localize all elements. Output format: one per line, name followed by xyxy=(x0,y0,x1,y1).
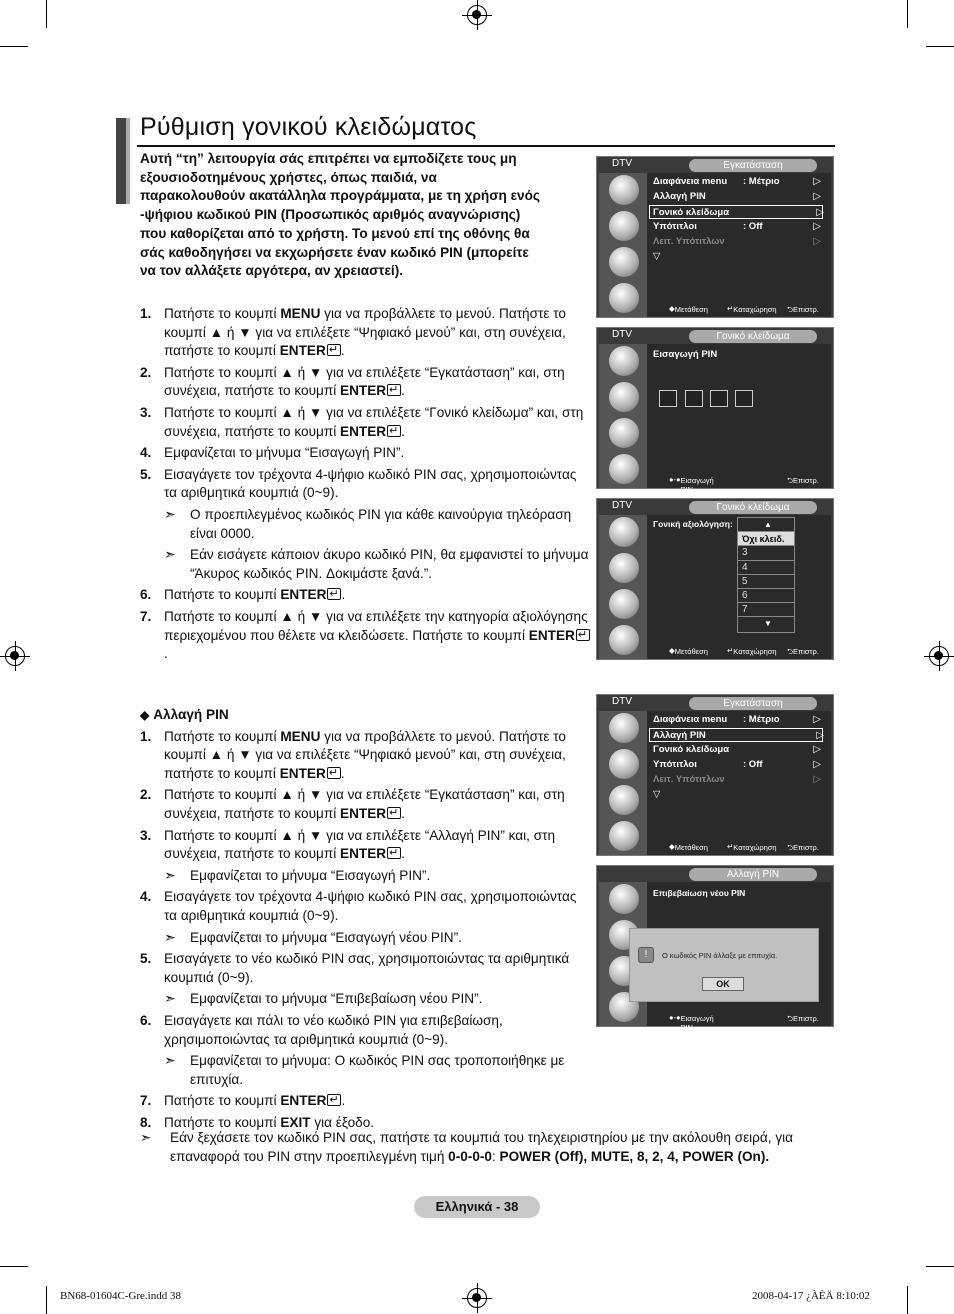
step: 4. Εμφανίζεται το μήνυμα “Εισαγωγή PIN”. xyxy=(140,445,405,461)
osd-row[interactable]: Αλλαγή PIN ▷ xyxy=(653,191,821,202)
osd-nav-bar: ●-● Εισαγωγή PIN ⮌ Επιστρ. xyxy=(669,1013,819,1032)
footer-date: 2008-04-17 ¿ÀÈÄ 8:10:02 xyxy=(752,1290,870,1302)
note: ➣ Ο προεπιλεγμένος κωδικός PIN για κάθε καινούργια τηλεόραση είναι 0000. xyxy=(164,505,572,541)
page-number-badge: Ελληνικά - 38 xyxy=(414,1196,540,1218)
rating-item[interactable]: 4 xyxy=(738,561,794,575)
osd-panel xyxy=(647,344,831,494)
pin-digit-box[interactable] xyxy=(685,390,703,407)
pin-digit-box[interactable] xyxy=(659,390,677,407)
osd-row-selected[interactable]: Αλλαγή PIN ▷ xyxy=(649,728,823,742)
sound-icon xyxy=(609,553,639,583)
osd-header: Εγκατάσταση xyxy=(689,159,817,172)
picture-icon xyxy=(609,346,639,376)
arrow-icon: ➣ xyxy=(164,928,176,945)
osd-nav-bar: ◆ Μετάθεση ↵ Καταχώρηση ⮌ Επιστρ. xyxy=(669,842,819,852)
crop-mark xyxy=(926,1266,954,1267)
osd-dtv-label: DTV xyxy=(612,158,632,169)
osd-header: Αλλαγή PIN xyxy=(689,868,817,881)
enter-icon xyxy=(327,1094,341,1106)
registration-mark-icon xyxy=(929,646,949,666)
osd-parental-rating xyxy=(596,498,834,660)
crop-mark xyxy=(46,1286,47,1314)
rating-item[interactable]: 6 xyxy=(738,589,794,603)
dialog-message: Ο κωδικός PIN άλλαξε με επιτυχία. xyxy=(662,951,778,960)
step: 1. Πατήστε το κουμπί MENU για να προβάλλετε το μενού. Πατήστε το κουμπί ▲ ή ▼ για να επιλέξετε “Ψηφιακό μενού” και, στη συνέχεια, πατήστε το κουμπί ENTER↵ . xyxy=(140,305,590,361)
rating-item[interactable]: 3 xyxy=(738,546,794,560)
setup-icon xyxy=(609,247,639,277)
rating-item-selected[interactable]: Όχι κλειδ. xyxy=(738,532,794,546)
osd-row[interactable]: Διαφάνεια menu : Μέτριο ▷ xyxy=(653,714,821,725)
step: 4. Εισαγάγετε τον τρέχοντα 4-ψήφιο κωδικό PIN σας, χρησιμοποιώντας τα αριθμητικά κουμπιά (0~9). xyxy=(140,889,577,923)
osd-row[interactable]: Λειτ. Υπότιτλων ▷ xyxy=(653,774,821,785)
osd-change-pin xyxy=(596,865,834,1032)
step: 2. Πατήστε το κουμπί ▲ ή ▼ για να επιλέξετε “Εγκατάσταση” και, στη συνέχεια, πατήστε το κουμπί ENTER↵ . xyxy=(140,364,590,401)
osd-sidebar xyxy=(599,173,647,317)
step: 6. Εισαγάγετε και πάλι το νέο κωδικό PIN για επιβεβαίωση, χρησιμοποιώντας τα αριθμητικά κουμπιά (0~9). xyxy=(140,1012,503,1047)
enter-icon xyxy=(327,767,341,779)
sound-icon xyxy=(609,211,639,241)
diamond-bullet-icon: ◆ xyxy=(140,708,150,722)
rating-item[interactable]: 7 xyxy=(738,603,794,617)
step: 5. Εισαγάγετε το νέο κωδικό PIN σας, χρησιμοποιώντας τα αριθμητικά κουμπιά (0~9). xyxy=(140,951,570,985)
osd-sidebar xyxy=(599,344,647,488)
page-title: Ρύθμιση γονικού κλειδώματος xyxy=(140,113,477,141)
note: ➣ Εάν εισάγετε κάποιον άκυρο κωδικό PIN, θα εμφανιστεί το μήνυμα “Άκυρος κωδικός PIN. Δοκιμάστε ξανά.”. xyxy=(164,546,589,581)
osd-dtv-label: DTV xyxy=(612,329,632,340)
osd-setup-menu xyxy=(596,156,834,318)
step: 6. Πατήστε το κουμπί ENTER↵ . xyxy=(140,586,590,605)
title-rule xyxy=(137,145,835,147)
osd-row[interactable]: Υπότιτλοι : Off ▷ xyxy=(653,759,821,770)
intro-paragraph: Αυτή “τη” λειτουργία σάς επιτρέπει να εμποδίζετε τους μη εξουσιοδοτημένους χρήστες, όπως παιδιά, να παρακολουθούν ακατάλληλα προγράμματα, με τη χρήση ενός -ψήφιου κωδικού PIN (Προσωπικός αριθμός αναγνώρισης) που καθορίζεται από το χρήστη. Το μενού επί της οθόνης θα σάς καθοδηγήσει να εκχωρήσετε έναν κωδικό PIN (μπορείτε να τον αλλάξετε αργότερα, αν χρειαστεί). xyxy=(140,151,540,279)
osd-row[interactable]: Λειτ. Υπότιτλων ▷ xyxy=(653,236,821,247)
section1-steps xyxy=(140,305,590,667)
osd-row[interactable]: Υπότιτλοι : Off ▷ xyxy=(653,221,821,232)
ok-button[interactable]: OK xyxy=(702,977,744,991)
crop-mark xyxy=(926,46,954,47)
pin-digit-box[interactable] xyxy=(710,390,728,407)
osd-enter-pin xyxy=(596,327,834,494)
scroll-up-icon: ▲ xyxy=(738,518,794,532)
scroll-down-icon: ▼ xyxy=(764,619,772,629)
enter-icon xyxy=(387,384,401,396)
osd-sidebar xyxy=(599,711,647,855)
setup-icon xyxy=(609,785,639,815)
setup-icon xyxy=(609,418,639,448)
sound-icon xyxy=(609,382,639,412)
step: 3. Πατήστε το κουμπί ▲ ή ▼ για να επιλέξετε “Γονικό κλείδωμα” και, στη συνέχεια, πατήστε το κουμπί ENTER↵ . xyxy=(140,404,590,441)
arrow-icon: ➣ xyxy=(164,1052,176,1069)
osd-dtv-label: DTV xyxy=(612,696,632,707)
input-icon xyxy=(609,454,639,484)
note: ➣ Εμφανίζεται το μήνυμα: Ο κωδικός PIN σας τροποποιήθηκε με επιτυχία. xyxy=(164,1052,565,1087)
enter-icon xyxy=(327,344,341,356)
enter-icon xyxy=(576,629,590,641)
step: 2. Πατήστε το κουμπί ▲ ή ▼ για να επιλέξετε “Εγκατάσταση” και, στη συνέχεια, πατήστε το κουμπί ENTER↵ . xyxy=(140,786,590,823)
rating-item[interactable]: 5 xyxy=(738,575,794,589)
step: 8. Πατήστε το κουμπί EXIT για έξοδο. xyxy=(140,1114,375,1130)
success-dialog xyxy=(629,928,819,1002)
osd-dtv-label: DTV xyxy=(612,500,632,511)
note: ➣ Εμφανίζεται το μήνυμα “Επιβεβαίωση νέου PIN”. xyxy=(164,990,483,1007)
step: 3. Πατήστε το κουμπί ▲ ή ▼ για να επιλέξετε “Αλλαγή PIN” και, στη συνέχεια, πατήστε το κουμπί ENTER↵ . xyxy=(140,827,590,864)
title-accent-bar xyxy=(116,118,130,204)
note: ➣ Εμφανίζεται το μήνυμα “Εισαγωγή νέου PIN”. xyxy=(164,928,462,945)
picture-icon xyxy=(609,175,639,205)
osd-row[interactable]: Διαφάνεια menu : Μέτριο ▷ xyxy=(653,176,821,187)
crop-mark xyxy=(0,1266,28,1267)
osd-row-selected[interactable]: Γονικό κλείδωμα ▷ xyxy=(649,205,823,219)
osd-nav-bar: ◆ Μετάθεση ↵ Καταχώρηση ⮌ Επιστρ. xyxy=(669,646,819,656)
enter-icon xyxy=(387,807,401,819)
osd-nav-bar: ◆ Μετάθεση ↵ Καταχώρηση ⮌ Επιστρ. xyxy=(669,304,819,314)
osd-label: Εισαγωγή PIN xyxy=(653,349,718,360)
rating-list[interactable] xyxy=(737,517,795,633)
section2-steps xyxy=(140,706,590,1135)
step: 7. Πατήστε το κουμπί ▲ ή ▼ για να επιλέξετε την κατηγορία αξιολόγησης περιεχομένου που θέλετε να κλειδώσετε. Πατήστε το κουμπί ENTER↵. xyxy=(140,608,590,664)
picture-icon xyxy=(609,884,639,914)
input-icon xyxy=(609,283,639,313)
crop-mark xyxy=(907,1286,908,1314)
reset-pin-note: ➣ Εάν ξεχάσετε τον κωδικό PIN σας, πατήστε τα κουμπιά του τηλεχειριστηρίου με την ακόλουθη σειρά, για επαναφορά του PIN στην προεπιλεγμένη τιμή 0-0-0-0: POWER (Off), MUTE, 8, 2, 4, POWER (On). xyxy=(140,1130,793,1164)
arrow-icon: ➣ xyxy=(164,866,176,883)
crop-mark xyxy=(46,0,47,28)
osd-sidebar xyxy=(599,515,647,659)
step: 1. Πατήστε το κουμπί MENU για να προβάλλετε το μενού. Πατήστε το κουμπί ▲ ή ▼ για να επιλέξετε “Ψηφιακό μενού” και, στη συνέχεια, πατήστε το κουμπί ENTER↵ . xyxy=(140,728,590,784)
section2-heading: ◆ Αλλαγή PIN xyxy=(140,707,229,722)
crop-mark xyxy=(907,0,908,28)
input-icon xyxy=(609,821,639,851)
registration-mark-icon xyxy=(5,646,25,666)
enter-icon xyxy=(387,847,401,859)
osd-nav-bar: ●-● Εισαγωγή PIN ⮌ Επιστρ. xyxy=(669,475,819,494)
step: 7. Πατήστε το κουμπί ENTER↵ . xyxy=(140,1092,590,1111)
footer-file: BN68-01604C-Gre.indd 38 xyxy=(60,1290,181,1302)
registration-mark-icon xyxy=(467,5,487,25)
osd-scroll-icon: ▽ xyxy=(653,789,661,800)
input-icon xyxy=(609,625,639,655)
sound-icon xyxy=(609,749,639,779)
osd-header: Γονικό κλείδωμα xyxy=(689,501,817,514)
osd-label: Επιβεβαίωση νέου PIN xyxy=(653,888,746,898)
setup-icon xyxy=(609,589,639,619)
registration-mark-icon xyxy=(467,1288,487,1308)
pin-digit-box[interactable] xyxy=(735,390,753,407)
crop-mark xyxy=(0,46,28,47)
osd-row[interactable]: Γονικό κλείδωμα ▷ xyxy=(653,744,821,755)
info-icon: ! xyxy=(638,947,654,963)
enter-icon xyxy=(387,425,401,437)
arrow-icon: ➣ xyxy=(140,1130,152,1145)
step: 5. Εισαγάγετε τον τρέχοντα 4-ψήφιο κωδικό PIN σας, χρησιμοποιώντας τα αριθμητικά κουμπιά (0~9). xyxy=(140,466,577,501)
osd-setup-menu xyxy=(596,694,834,856)
note: ➣ Εμφανίζεται το μήνυμα “Εισαγωγή PIN”. xyxy=(164,866,431,883)
osd-label: Γονική αξιολόγηση: xyxy=(653,519,733,529)
arrow-icon: ➣ xyxy=(164,505,176,522)
osd-header: Γονικό κλείδωμα xyxy=(689,330,817,343)
enter-icon xyxy=(327,588,341,600)
osd-scroll-icon: ▽ xyxy=(653,251,661,262)
arrow-icon: ➣ xyxy=(164,990,176,1007)
arrow-icon: ➣ xyxy=(164,546,176,563)
osd-header: Εγκατάσταση xyxy=(689,697,817,710)
picture-icon xyxy=(609,713,639,743)
picture-icon xyxy=(609,517,639,547)
